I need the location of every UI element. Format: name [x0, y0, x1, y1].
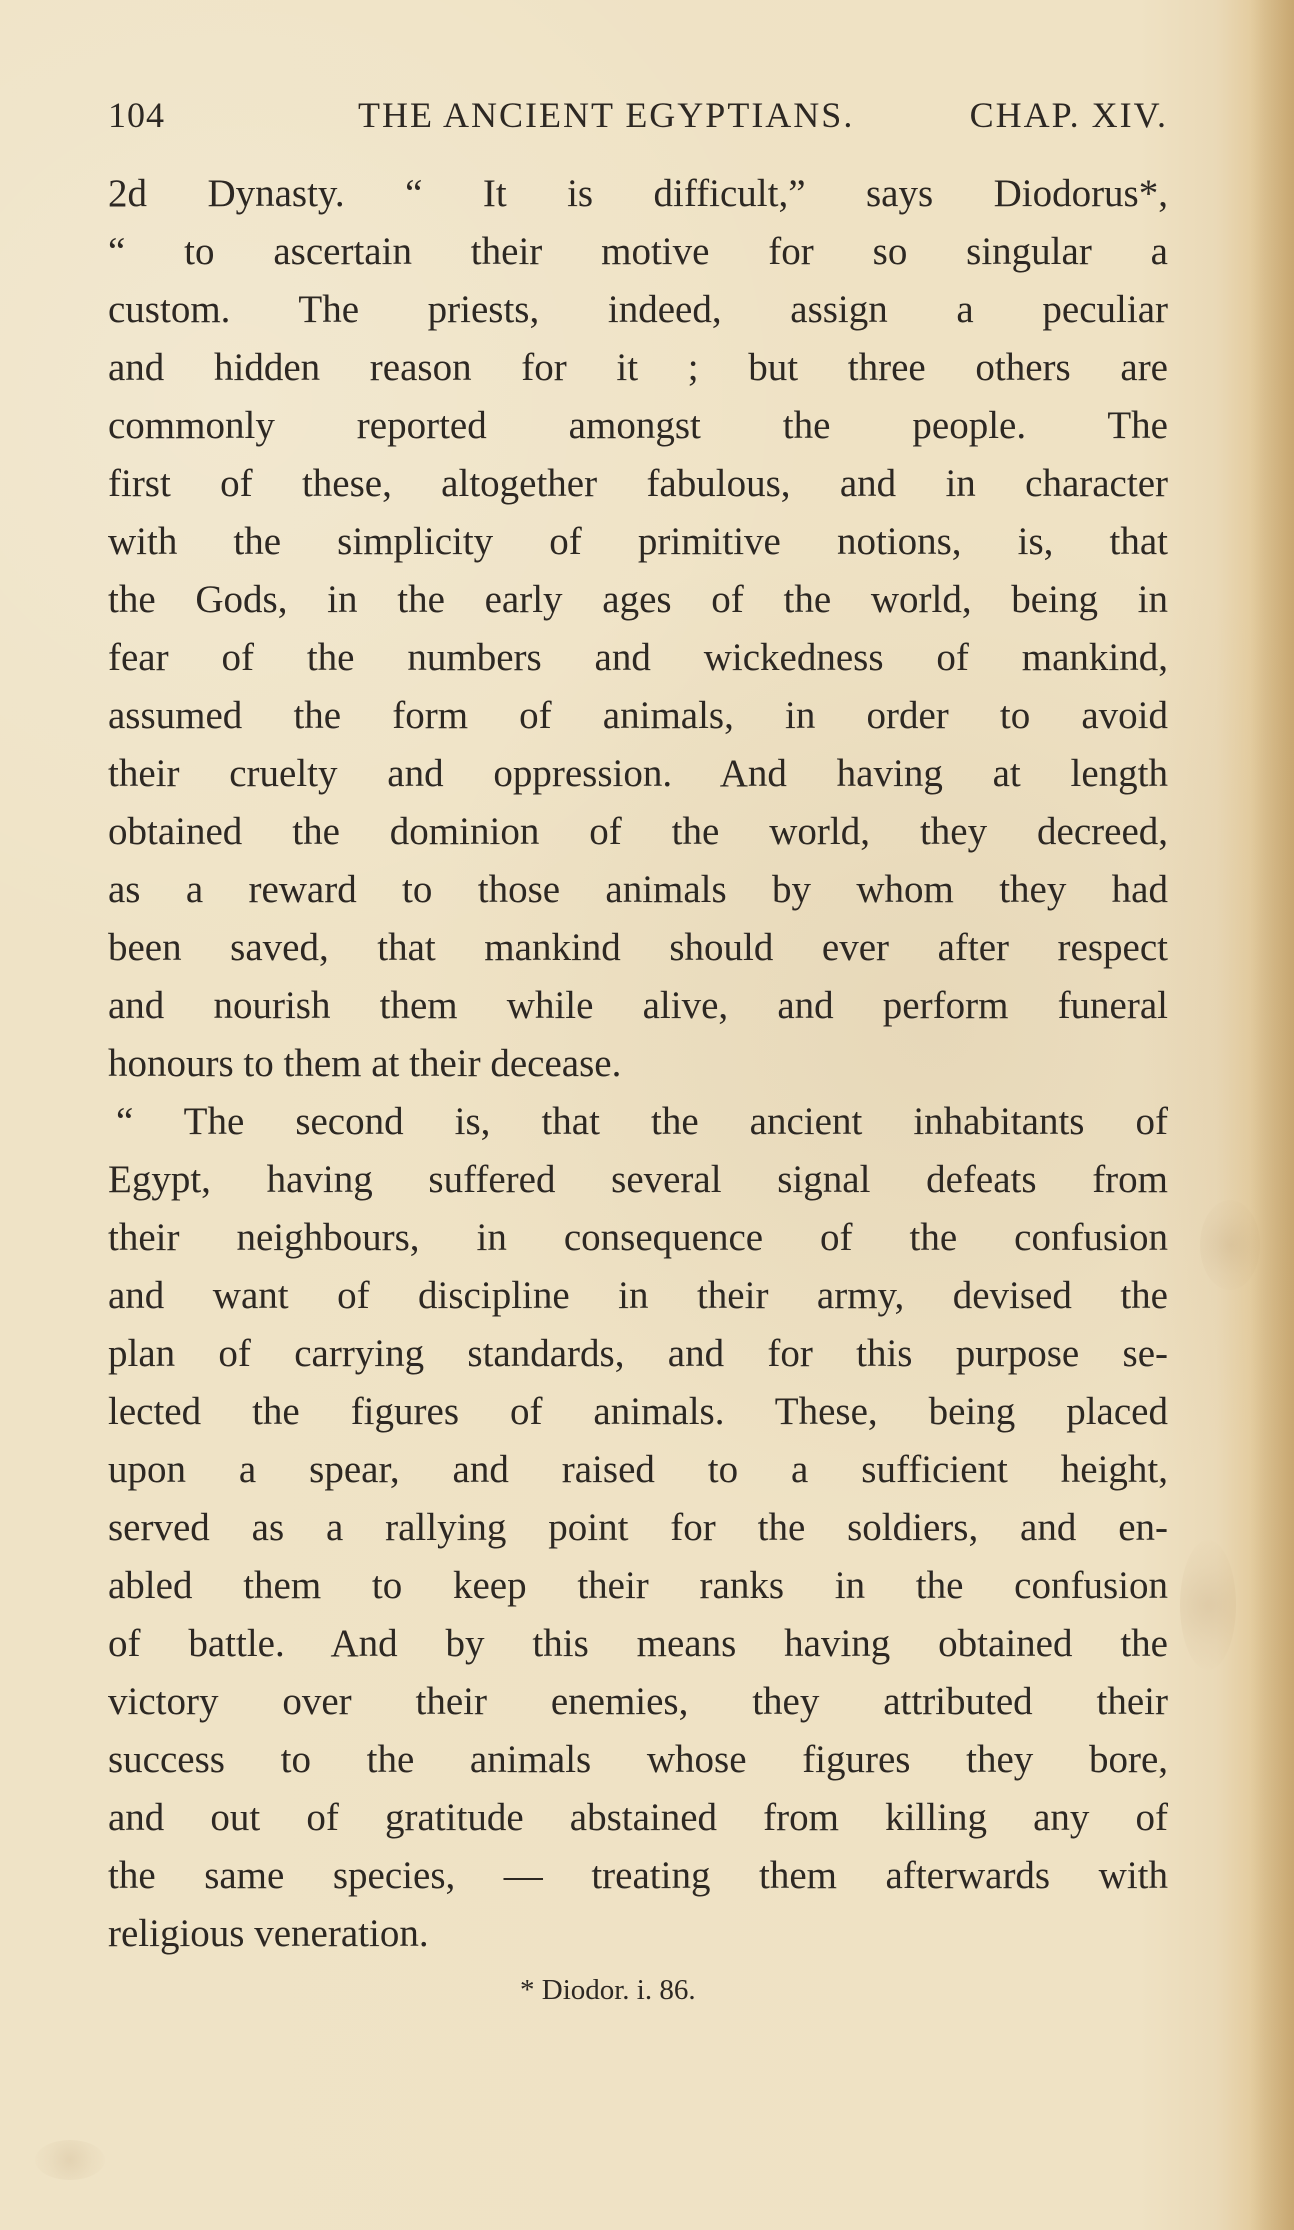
- text-line: success to the animals whose figures they bore,: [108, 1738, 1168, 1781]
- page-edge-shadow: [1250, 0, 1294, 2230]
- footnote: * Diodor. i. 86.: [520, 1974, 696, 2006]
- text-line: and hidden reason for it ; but three others are: [108, 346, 1168, 389]
- text-line: the Gods, in the early ages of the world, being in: [108, 578, 1168, 621]
- text-line: fear of the numbers and wickedness of mankind,: [108, 636, 1168, 679]
- chapter-label: CHAP. XIV.: [969, 95, 1168, 135]
- text-line: of battle. And by this means having obtained the: [108, 1622, 1168, 1665]
- paper-stain: [1200, 1200, 1260, 1290]
- text-line: custom. The priests, indeed, assign a peculiar: [108, 288, 1168, 331]
- text-line: and want of discipline in their army, devised the: [108, 1274, 1168, 1317]
- text-line: been saved, that mankind should ever after respect: [108, 926, 1168, 969]
- text-line: served as a rallying point for the soldiers, and en-: [108, 1506, 1168, 1549]
- text-line: their neighbours, in consequence of the confusion: [108, 1216, 1168, 1259]
- text-line: the same species, — treating them afterwards with: [108, 1854, 1168, 1897]
- text-line: honours to them at their decease.: [108, 1042, 622, 1085]
- text-line: commonly reported amongst the people. The: [108, 404, 1168, 447]
- text-line: “ to ascertain their motive for so singular a: [108, 230, 1168, 273]
- text-line: victory over their enemies, they attributed their: [108, 1680, 1168, 1723]
- text-line: lected the figures of animals. These, being placed: [108, 1390, 1168, 1433]
- text-line: upon a spear, and raised to a sufficient height,: [108, 1448, 1168, 1491]
- text-line: as a reward to those animals by whom they had: [108, 868, 1168, 911]
- text-line: and out of gratitude abstained from killing any of: [108, 1796, 1168, 1839]
- text-line: with the simplicity of primitive notions, is, that: [108, 520, 1168, 563]
- paper-stain: [35, 2140, 105, 2180]
- text-line: plan of carrying standards, and for this purpose se-: [108, 1332, 1168, 1375]
- text-line: religious veneration.: [108, 1912, 429, 1955]
- text-line: and nourish them while alive, and perform funeral: [108, 984, 1168, 1027]
- running-head: THE ANCIENT EGYPTIANS.: [358, 95, 855, 135]
- text-line: Egypt, having suffered several signal defeats from: [108, 1158, 1168, 1201]
- text-line: abled them to keep their ranks in the confusion: [108, 1564, 1168, 1607]
- text-line: 2d Dynasty. “ It is difficult,” says Diodorus*,: [108, 172, 1168, 215]
- page-body: [108, 165, 1168, 1963]
- page-header: [108, 88, 1168, 142]
- page-number: 104: [108, 95, 165, 135]
- paper-stain: [1180, 1540, 1236, 1670]
- text-line: “ The second is, that the ancient inhabitants of: [116, 1100, 1168, 1143]
- text-line: first of these, altogether fabulous, and in character: [108, 462, 1168, 505]
- text-line: assumed the form of animals, in order to avoid: [108, 694, 1168, 737]
- text-line: their cruelty and oppression. And having at length: [108, 752, 1168, 795]
- text-line: obtained the dominion of the world, they decreed,: [108, 810, 1168, 853]
